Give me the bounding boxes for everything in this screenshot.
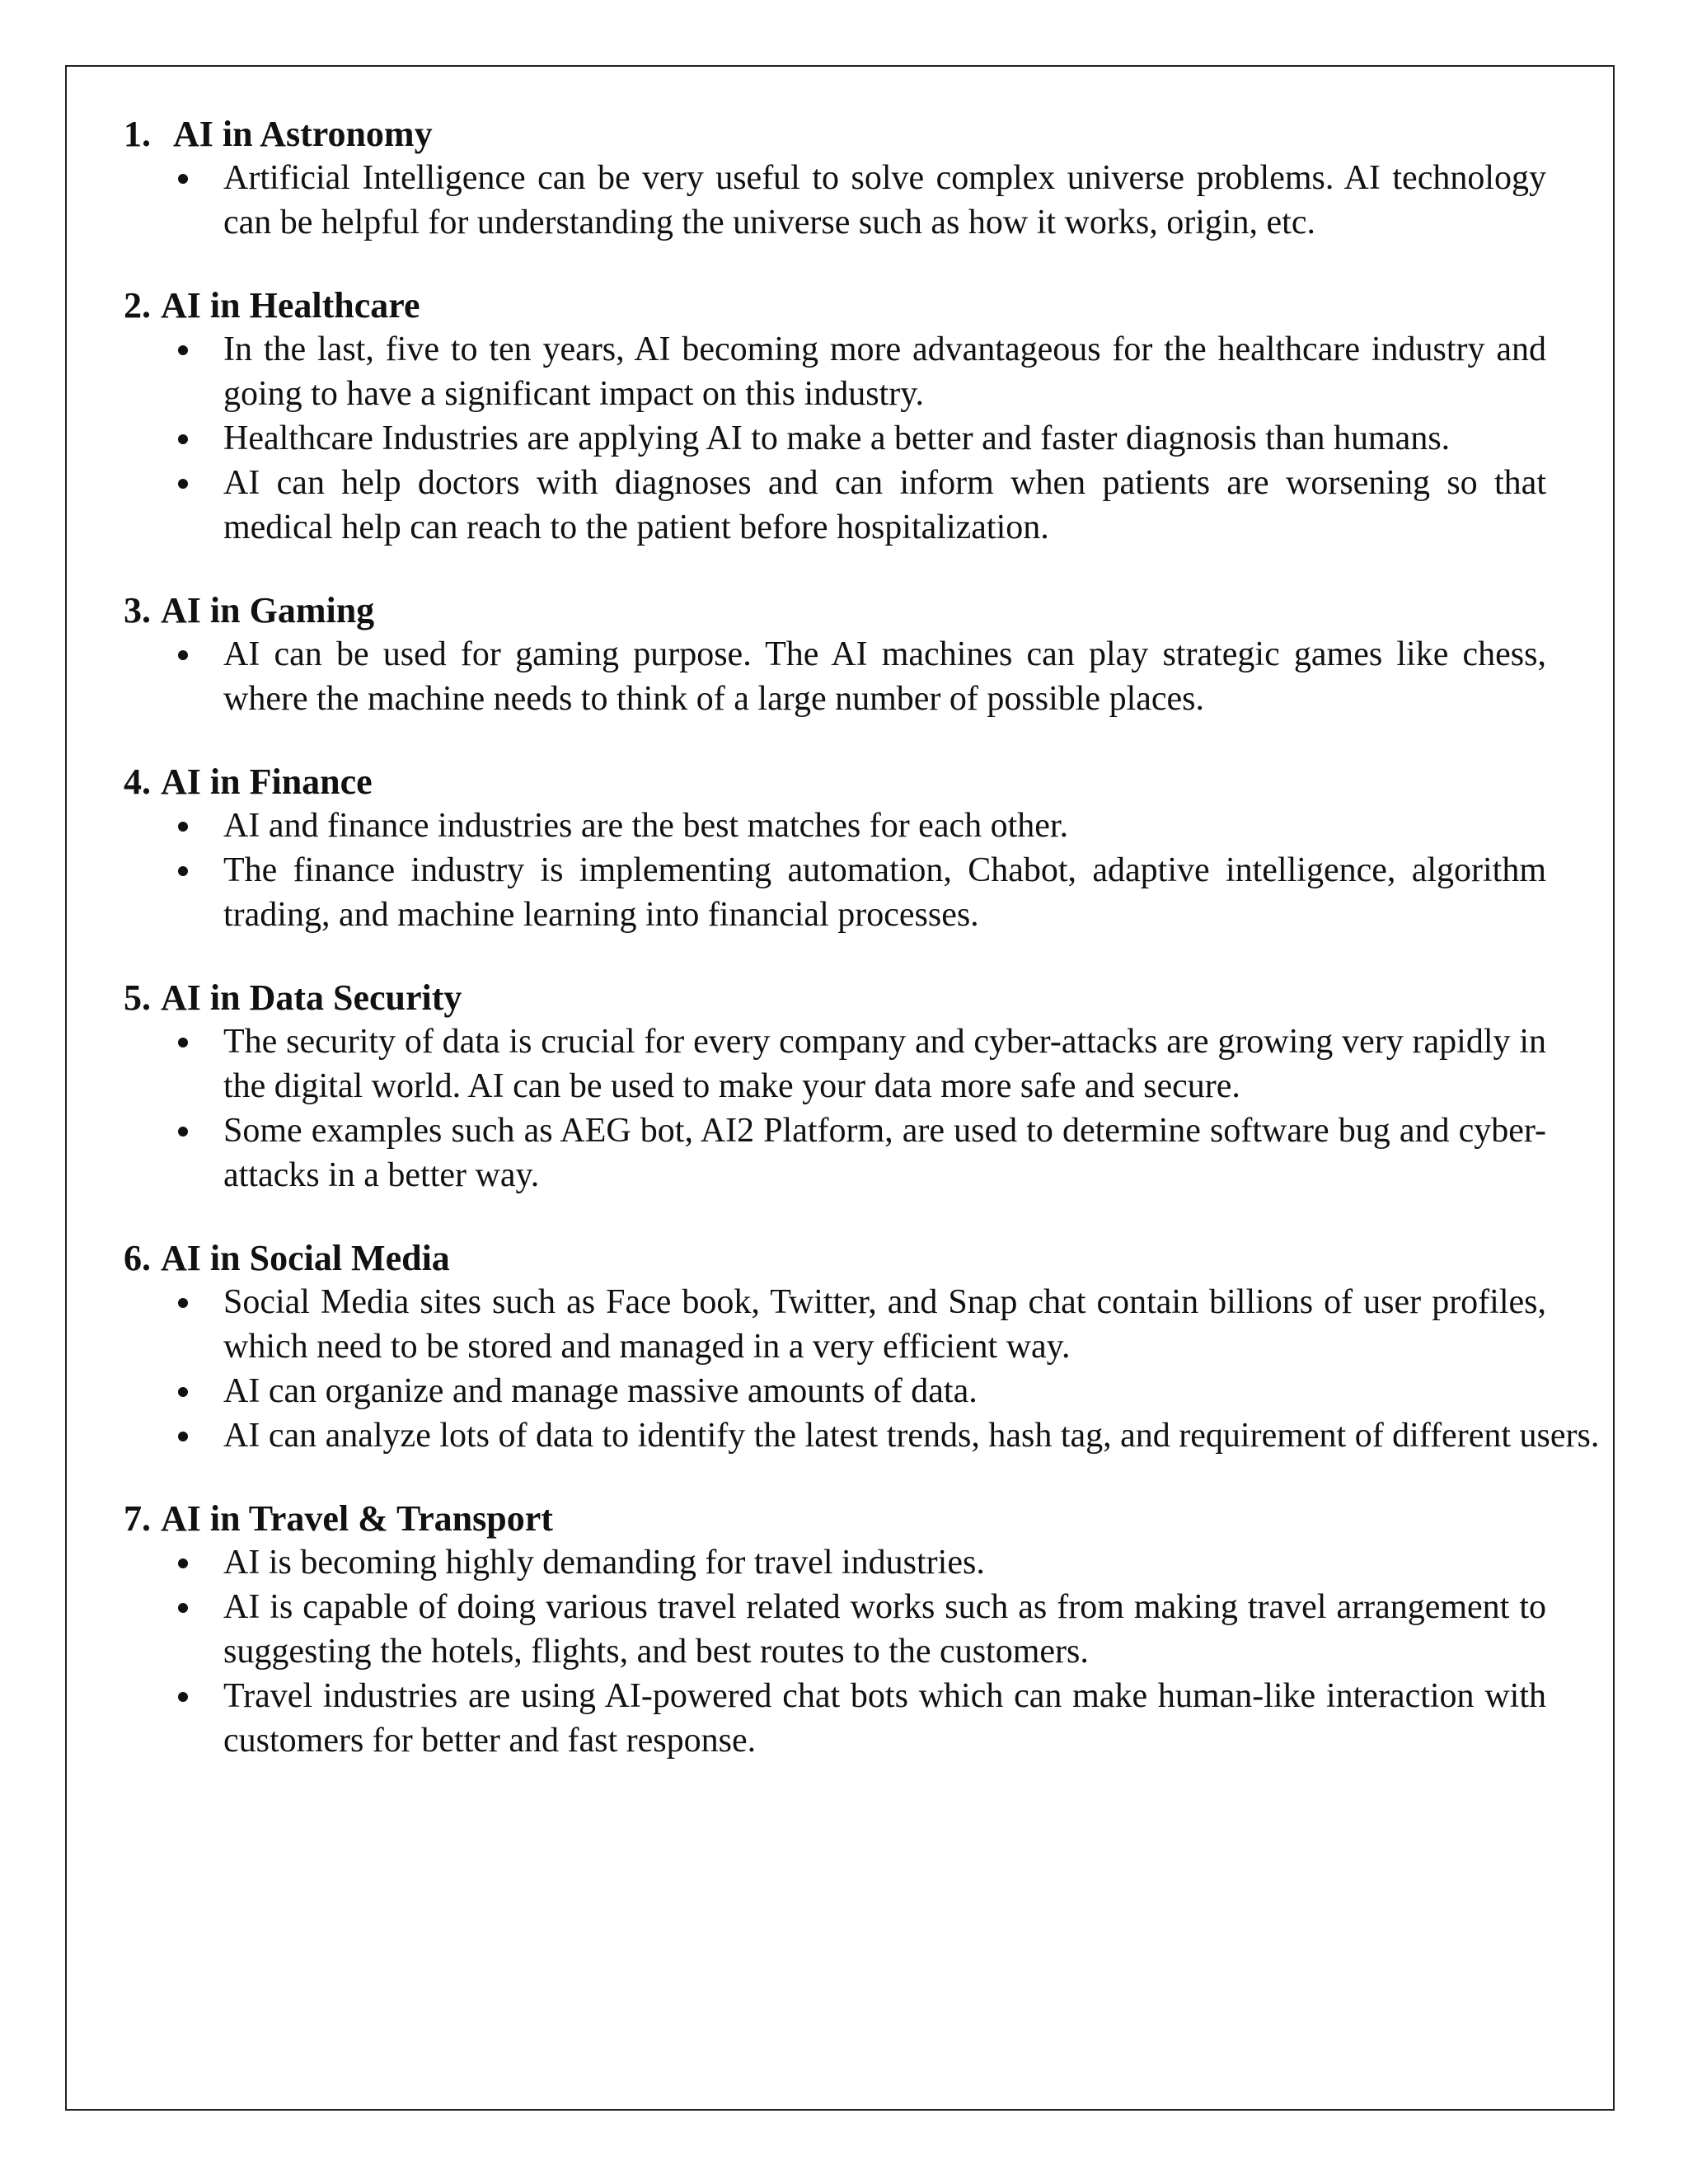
section-title: AI in Data Security <box>161 977 462 1018</box>
bullet-list <box>124 327 1546 550</box>
bullet-list <box>124 1280 1600 1458</box>
section-heading <box>124 761 1541 804</box>
list-item-text: AI can help doctors with diagnoses and can inform when patients are worsening so that medical help can reach to the patient before hospitalization. <box>223 464 1546 546</box>
document-body <box>124 113 1600 1802</box>
bullet-icon <box>178 1038 188 1047</box>
section-title: AI in Social Media <box>161 1238 450 1278</box>
section-heading <box>124 1497 1541 1540</box>
section-ai-in-gaming <box>124 589 1546 721</box>
section-number: 4. <box>124 762 151 802</box>
list-item <box>124 327 1546 416</box>
section-number: 3. <box>124 590 151 630</box>
bullet-icon <box>178 345 188 355</box>
bullet-icon <box>178 866 188 876</box>
bullet-icon <box>178 174 188 184</box>
bullet-list <box>124 1019 1546 1197</box>
list-item <box>124 461 1546 550</box>
section-ai-in-data-security <box>124 977 1546 1197</box>
list-item <box>124 1540 1541 1585</box>
section-ai-in-healthcare <box>124 284 1546 550</box>
bullet-icon <box>178 1298 188 1308</box>
list-item <box>124 1019 1546 1108</box>
bullet-list <box>124 1540 1546 1763</box>
bullet-list <box>124 632 1546 721</box>
section-heading <box>124 589 1541 632</box>
section-heading <box>124 977 1541 1019</box>
section-number: 6. <box>124 1238 151 1278</box>
section-ai-in-travel-transport <box>124 1497 1546 1763</box>
bullet-icon <box>178 1603 188 1613</box>
list-item-text: AI can analyze lots of data to identify the latest trends, hash tag, and requirement of different users. <box>223 1417 1600 1455</box>
list-item-text: AI is capable of doing various travel related works such as from making travel arrangement to suggesting the hotels, flights, and best routes to the customers. <box>223 1588 1546 1671</box>
list-item-text: Some examples such as AEG bot, AI2 Platform, are used to determine software bug and cyber-attacks in a better way. <box>223 1112 1546 1194</box>
section-heading <box>124 113 1541 156</box>
list-item <box>124 1280 1546 1369</box>
list-item-text: In the last, five to ten years, AI becoming more advantageous for the healthcare industry and going to have a significant impact on this industry. <box>223 330 1546 413</box>
section-title: AI in Healthcare <box>161 285 420 326</box>
bullet-icon <box>178 1432 188 1441</box>
list-item <box>124 1413 1600 1458</box>
section-title: AI in Finance <box>161 762 373 802</box>
bullet-icon <box>178 1127 188 1137</box>
list-item-text: Social Media sites such as Face book, Twitter, and Snap chat contain billions of user profiles, which need to be stored and managed in a very efficient way. <box>223 1283 1546 1366</box>
list-item <box>124 1585 1546 1674</box>
list-item-text: AI and finance industries are the best matches for each other. <box>223 807 1069 845</box>
bullet-icon <box>178 1387 188 1397</box>
list-item-text: Artificial Intelligence can be very useful to solve complex universe problems. AI technology can be helpful for understanding the universe such as how it works, origin, etc. <box>223 159 1546 241</box>
list-item <box>124 1674 1546 1763</box>
section-heading <box>124 1237 1541 1280</box>
bullet-icon <box>178 1692 188 1702</box>
section-ai-in-astronomy <box>124 113 1546 245</box>
bullet-list <box>124 804 1546 937</box>
bullet-list <box>124 156 1546 245</box>
list-item-text: AI can organize and manage massive amounts of data. <box>223 1372 978 1410</box>
list-item-text: AI is becoming highly demanding for travel industries. <box>223 1544 985 1582</box>
list-item <box>124 632 1546 721</box>
list-item <box>124 848 1546 937</box>
list-item-text: Travel industries are using AI-powered chat bots which can make human-like interaction with customers for better and fast response. <box>223 1677 1546 1760</box>
list-item <box>124 416 1541 461</box>
list-item <box>124 1108 1546 1197</box>
section-number: 7. <box>124 1498 151 1539</box>
section-number: 2. <box>124 285 151 326</box>
bullet-icon <box>178 822 188 832</box>
section-title: AI in Travel & Transport <box>161 1498 553 1539</box>
section-number: 1. <box>124 114 151 154</box>
section-ai-in-social-media <box>124 1237 1600 1458</box>
bullet-icon <box>178 650 188 660</box>
list-item-text: The security of data is crucial for every company and cyber-attacks are growing very rapidly in the digital world. AI can be used to make your data more safe and secure. <box>223 1023 1546 1105</box>
list-item-text: AI can be used for gaming purpose. The AI machines can play strategic games like chess, where the machine needs to think of a large number of possible places. <box>223 635 1546 718</box>
section-title: AI in Astronomy <box>173 114 433 154</box>
section-number: 5. <box>124 977 151 1018</box>
bullet-icon <box>178 434 188 444</box>
list-item <box>124 804 1541 848</box>
bullet-icon <box>178 1558 188 1568</box>
section-ai-in-finance <box>124 761 1546 937</box>
bullet-icon <box>178 479 188 489</box>
list-item <box>124 1369 1541 1413</box>
section-title: AI in Gaming <box>161 590 375 630</box>
list-item-text: The finance industry is implementing automation, Chabot, adaptive intelligence, algorithm trading, and machine learning into financial processes. <box>223 851 1546 934</box>
list-item <box>124 156 1546 245</box>
section-heading <box>124 284 1541 327</box>
list-item-text: Healthcare Industries are applying AI to make a better and faster diagnosis than humans. <box>223 419 1451 457</box>
